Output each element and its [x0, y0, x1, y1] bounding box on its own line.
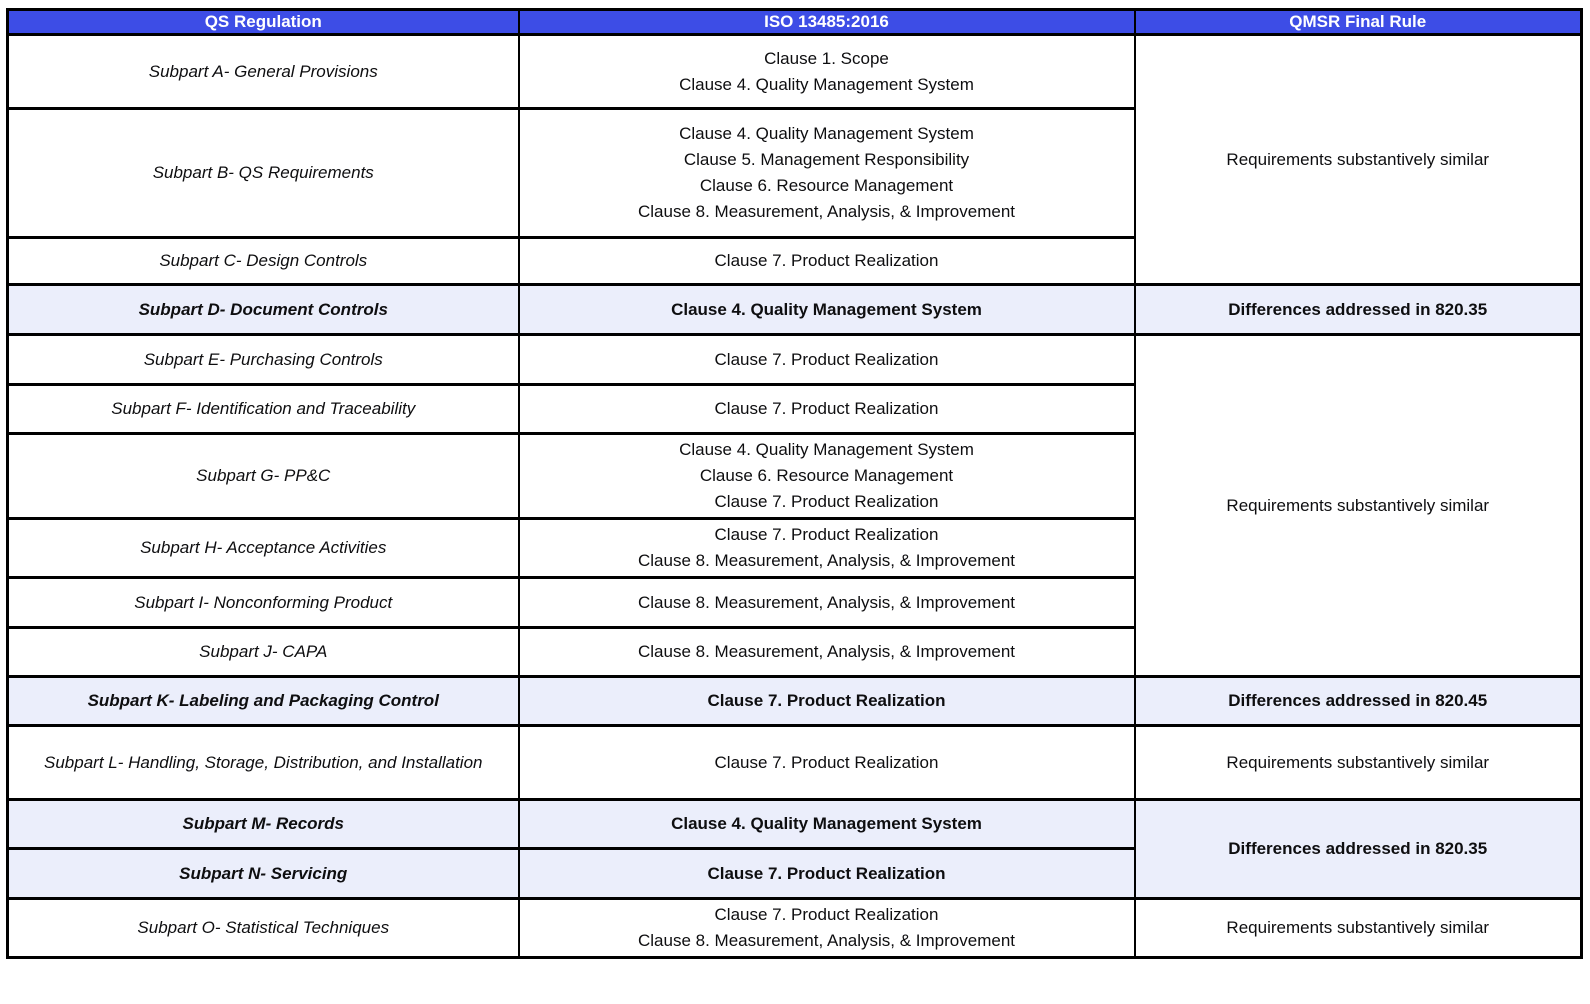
clause-line: Clause 7. Product Realization	[714, 525, 939, 544]
clause-line: Clause 5. Management Responsibility	[683, 150, 970, 169]
iso-clauses-cell	[519, 519, 1135, 578]
clause-line: Clause 4. Quality Management System	[671, 814, 982, 833]
qmsr-cell: Requirements substantively similar	[1135, 899, 1582, 958]
iso-clauses-cell	[519, 109, 1135, 238]
iso-clauses-cell	[519, 385, 1135, 434]
qmsr-cell: Requirements substantively similar	[1135, 335, 1582, 677]
row-subpart-l	[8, 726, 1582, 800]
iso-clauses-cell	[519, 434, 1135, 519]
subpart-cell: Subpart O- Statistical Techniques	[8, 899, 519, 958]
subpart-cell: Subpart N- Servicing	[8, 849, 519, 899]
subpart-cell: Subpart L- Handling, Storage, Distribution, and Installation	[8, 726, 519, 800]
clause-line: Clause 8. Measurement, Analysis, & Improvement	[638, 202, 1015, 221]
clause-line: Clause 8. Measurement, Analysis, & Improvement	[638, 931, 1015, 950]
column-header-iso-13485: ISO 13485:2016	[519, 10, 1135, 35]
clause-line: Clause 1. Scope	[764, 48, 889, 68]
iso-clauses-cell	[519, 849, 1135, 899]
iso-clauses-cell	[519, 335, 1135, 385]
row-subpart-d	[8, 285, 1582, 335]
row-subpart-m	[8, 800, 1582, 849]
qmsr-cell: Differences addressed in 820.45	[1135, 677, 1582, 726]
iso-clauses-cell	[519, 578, 1135, 628]
subpart-cell: Subpart K- Labeling and Packaging Control	[8, 677, 519, 726]
row-subpart-o	[8, 899, 1582, 958]
column-header-qmsr-final-rule: QMSR Final Rule	[1135, 10, 1582, 35]
qmsr-cell: Differences addressed in 820.35	[1135, 800, 1582, 899]
clause-line: Clause 4. Quality Management System	[679, 440, 974, 459]
subpart-cell: Subpart I- Nonconforming Product	[8, 578, 519, 628]
clause-line: Clause 7. Product Realization	[714, 399, 939, 418]
clause-line: Clause 7. Product Realization	[714, 492, 939, 511]
clause-line: Clause 7. Product Realization	[707, 691, 946, 710]
subpart-cell: Subpart G- PP&C	[8, 434, 519, 519]
iso-clauses-cell	[519, 35, 1135, 109]
row-subpart-e	[8, 335, 1582, 385]
clause-line: Clause 8. Measurement, Analysis, & Improvement	[638, 592, 1015, 612]
clause-line: Clause 8. Measurement, Analysis, & Improvement	[638, 642, 1015, 661]
iso-clauses-cell	[519, 677, 1135, 726]
qs-iso-qmsr-comparison-table	[6, 8, 1583, 959]
column-header-qs-regulation: QS Regulation	[8, 10, 519, 35]
iso-clauses-cell	[519, 899, 1135, 958]
iso-clauses-cell	[519, 628, 1135, 677]
row-subpart-a	[8, 35, 1582, 109]
clause-line: Clause 4. Quality Management System	[679, 124, 974, 143]
header-row	[8, 10, 1582, 35]
clause-line: Clause 7. Product Realization	[714, 349, 939, 369]
clause-line: Clause 6. Resource Management	[699, 466, 954, 485]
subpart-cell: Subpart D- Document Controls	[8, 285, 519, 335]
subpart-cell: Subpart M- Records	[8, 800, 519, 849]
subpart-cell: Subpart A- General Provisions	[8, 35, 519, 109]
qmsr-cell: Requirements substantively similar	[1135, 35, 1582, 285]
iso-clauses-cell	[519, 726, 1135, 800]
clause-line: Clause 6. Resource Management	[699, 176, 954, 195]
clause-line: Clause 7. Product Realization	[707, 863, 946, 883]
subpart-cell: Subpart J- CAPA	[8, 628, 519, 677]
iso-clauses-cell	[519, 285, 1135, 335]
subpart-cell: Subpart H- Acceptance Activities	[8, 519, 519, 578]
clause-line: Clause 7. Product Realization	[714, 905, 939, 924]
clause-line: Clause 7. Product Realization	[714, 251, 939, 270]
clause-line: Clause 8. Measurement, Analysis, & Improvement	[638, 551, 1015, 570]
subpart-cell: Subpart E- Purchasing Controls	[8, 335, 519, 385]
clause-line: Clause 4. Quality Management System	[679, 74, 974, 94]
subpart-cell: Subpart C- Design Controls	[8, 238, 519, 285]
qmsr-cell: Differences addressed in 820.35	[1135, 285, 1582, 335]
clause-line: Clause 4. Quality Management System	[671, 299, 982, 319]
iso-clauses-cell	[519, 800, 1135, 849]
subpart-cell: Subpart B- QS Requirements	[8, 109, 519, 238]
row-subpart-k	[8, 677, 1582, 726]
clause-line: Clause 7. Product Realization	[714, 752, 939, 772]
page	[0, 8, 1590, 1004]
qmsr-cell: Requirements substantively similar	[1135, 726, 1582, 800]
iso-clauses-cell	[519, 238, 1135, 285]
subpart-cell: Subpart F- Identification and Traceability	[8, 385, 519, 434]
